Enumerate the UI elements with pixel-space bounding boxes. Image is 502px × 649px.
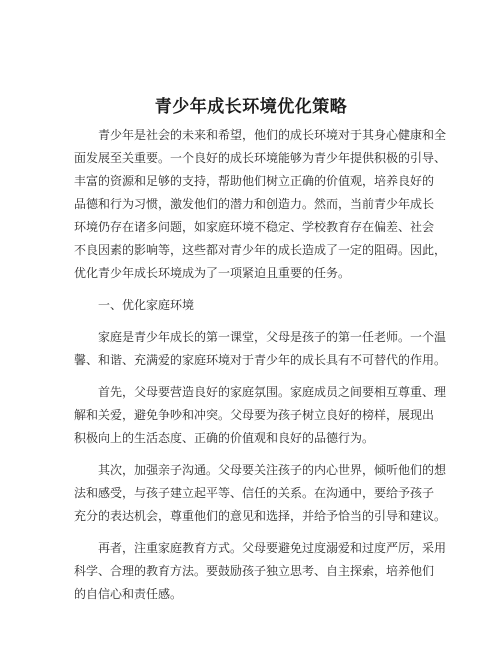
text-line: 丰富的资源和足够的支持，帮助他们树立正确的价值观，培养良好的 — [74, 174, 435, 188]
text-line: 解和关爱，避免争吵和冲突。父母要为孩子树立良好的榜样，展现出 — [74, 408, 435, 422]
text-line: 积极向上的生活态度、正确的价值观和良好的品德行为。 — [74, 431, 375, 445]
text-line: 馨、和谐、充满爱的家庭环境对于青少年的成长具有不可替代的作用。 — [74, 353, 447, 367]
text-line: 充分的表达机会，尊重他们的意见和选择，并给予恰当的引导和建议。 — [74, 509, 447, 523]
text-line: 法和感受，与孩子建立起平等、信任的关系。在沟通中，要给予孩子 — [74, 486, 435, 500]
text-line: 不良因素的影响等，这些都对青少年的成长造成了一定的阻碍。因此， — [74, 243, 447, 257]
section-paragraph — [74, 537, 447, 606]
text-line: 面发展至关重要。一个良好的成长环境能够为青少年提供积极的引导、 — [74, 151, 447, 165]
section-heading: 一、优化家庭环境 — [98, 298, 195, 312]
text-line: 家庭是青少年成长的第一课堂，父母是孩子的第一任老师。一个温 — [98, 330, 447, 344]
text-line: 首先，父母要营造良好的家庭氛围。家庭成员之间要相互尊重、理 — [98, 385, 447, 399]
text-line: 青少年是社会的未来和希望，他们的成长环境对于其身心健康和全 — [98, 128, 447, 142]
text-line: 环境仍存在诸多问题，如家庭环境不稳定、学校教育存在偏差、社会 — [74, 220, 435, 234]
document-body — [74, 124, 447, 615]
text-line: 科学、合理的教育方法。要鼓励孩子独立思考、自主探索，培养他们 — [74, 564, 435, 578]
section-paragraph — [74, 326, 447, 372]
intro-paragraph — [74, 124, 447, 285]
text-line: 品德和行为习惯，激发他们的潜力和创造力。然而，当前青少年成长 — [74, 197, 435, 211]
text-line: 的自信心和责任感。 — [74, 587, 183, 601]
text-line: 其次，加强亲子沟通。父母要关注孩子的内心世界，倾听他们的想 — [98, 463, 447, 477]
text-line: 优化青少年成长环境成为了一项紧迫且重要的任务。 — [74, 266, 351, 280]
section-paragraph — [74, 381, 447, 450]
document-title: 青少年成长环境优化策略 — [154, 97, 348, 117]
text-line: 再者，注重家庭教育方式。父母要避免过度溺爱和过度严厉，采用 — [98, 541, 447, 555]
section-paragraph — [74, 459, 447, 528]
